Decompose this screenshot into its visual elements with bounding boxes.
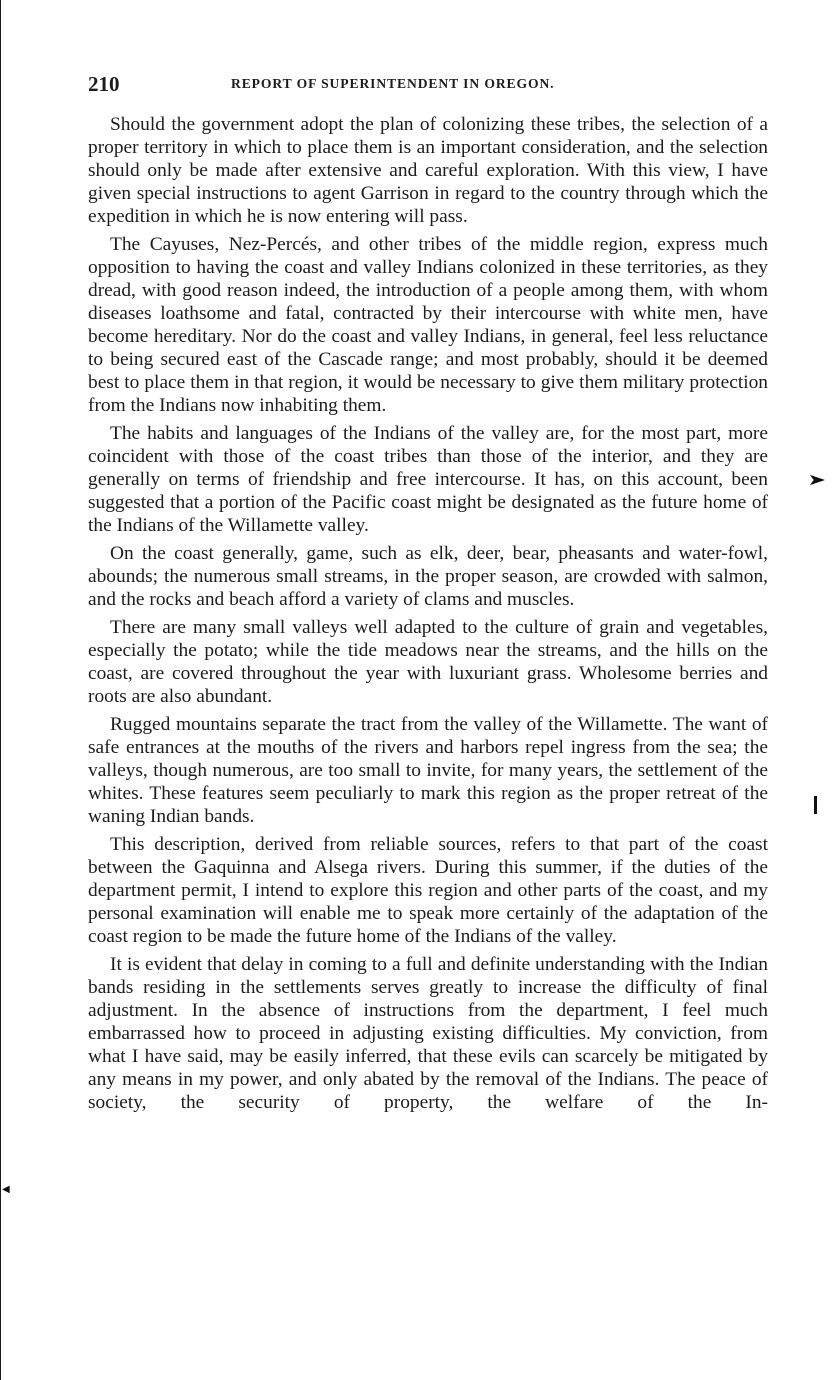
page-number: 210 <box>88 72 120 96</box>
paragraph: Should the government adopt the plan of colonizing these tribes, the selection of a proper territory in which to place them is an important consideration, and the selection should only be made after extensive and careful exploration. With this view, I have given special instructions to agent Garrison in regard to the country through which the expedition in which he is now entering will pass. <box>88 114 768 227</box>
paragraph: Rugged mountains separate the tract from the valley of the Willamette. The want of safe entrances at the mouths of the rivers and harbors repel ingress from the sea; the valleys, though numerous, are too small to invite, for many years, the settlement of the whites. These features seem peculiarly to mark this region as the proper retreat of the waning Indian bands. <box>88 714 768 827</box>
paragraph: There are many small valleys well adapted to the culture of grain and vegetables, especially the potato; while the tide meadows near the streams, and the hills on the coast, are covered throughout the year with luxuriant grass. Wholesome berries and roots are also abundant. <box>88 617 768 707</box>
paragraph: This description, derived from reliable sources, refers to that part of the coast between the Gaquinna and Alsega rivers. During this summer, if the duties of the department permit, I intend to explore this region and other parts of the coast, and my personal examination will enable me to speak more certainly of the adaptation of the coast region to be made the future home of the Indians of the valley. <box>88 834 768 947</box>
running-header <box>88 70 768 100</box>
body-text <box>88 113 768 1114</box>
margin-bar-mark <box>814 796 817 814</box>
running-title: REPORT OF SUPERINTENDENT IN OREGON. <box>231 76 555 91</box>
page-left-edge <box>0 0 1 1380</box>
margin-tick-icon: ◀ <box>2 1184 10 1195</box>
paragraph: The Cayuses, Nez-Percés, and other tribes of the middle region, express much opposition to having the coast and valley Indians colonized in these territories, as they dread, with good reason indeed, the introduction of a people among them, with whom diseases loathsome and fatal, contracted by their intercourse with white men, have become hereditary. Nor do the coast and valley Indians, in general, feel less reluctance to being secured east of the Cascade range; and most probably, should it be deemed best to place them in that region, it would be necessary to give them military protection from the Indians now inhabiting them. <box>88 234 768 416</box>
margin-arrow-icon: ➤ <box>807 470 827 489</box>
paragraph: It is evident that delay in coming to a full and definite understanding with the Indian bands residing in the settlements serves greatly to increase the difficulty of final adjustment. In the absence of instructions from the department, I feel much embarrassed how to proceed in adjusting existing difficulties. My conviction, from what I have said, may be easily inferred, that these evils can scarcely be mitigated by any means in my power, and only abated by the removal of the Indians. The peace of society, the security of property, the welfare of the In- <box>88 954 768 1113</box>
document-page <box>88 70 768 1119</box>
paragraph: On the coast generally, game, such as elk, deer, bear, pheasants and water-fowl, abounds; the numerous small streams, in the proper season, are crowded with salmon, and the rocks and beach afford a variety of clams and muscles. <box>88 543 768 610</box>
paragraph: The habits and languages of the Indians of the valley are, for the most part, more coincident with those of the coast tribes than those of the interior, and they are generally on terms of friendship and free intercourse. It has, on this account, been suggested that a portion of the Pacific coast might be designated as the future home of the Indians of the Willamette valley. <box>88 423 768 536</box>
